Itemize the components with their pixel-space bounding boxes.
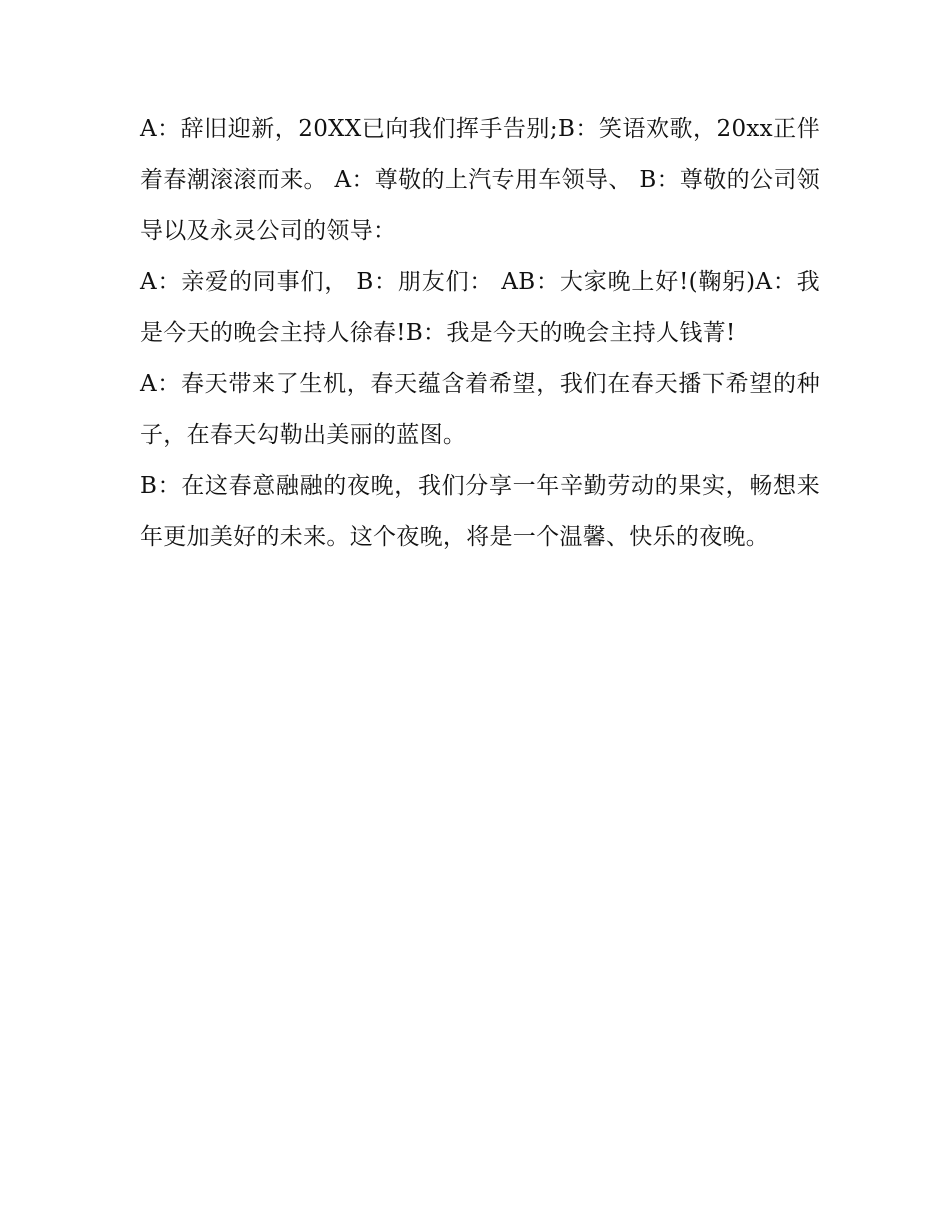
paragraph-greeting: A：亲爱的同事们， B：朋友们： AB：大家晚上好!(鞠躬)A：我是今天的晚会主持人徐春!B：我是今天的晚会主持人钱菁! bbox=[140, 269, 820, 346]
document-body bbox=[140, 104, 820, 563]
paragraph-evening: B：在这春意融融的夜晚，我们分享一年辛勤劳动的果实，畅想来年更加美好的未来。这个夜晚，将是一个温馨、快乐的夜晚。 bbox=[140, 473, 820, 550]
paragraph-opening: A：辞旧迎新，20XX已向我们挥手告别;B：笑语欢歌，20xx正伴着春潮滚滚而来。 A：尊敬的上汽专用车领导、 B：尊敬的公司领导以及永灵公司的领导： bbox=[140, 116, 820, 244]
paragraph-spring: A：春天带来了生机，春天蕴含着希望，我们在春天播下希望的种子，在春天勾勒出美丽的蓝图。 bbox=[140, 371, 820, 448]
